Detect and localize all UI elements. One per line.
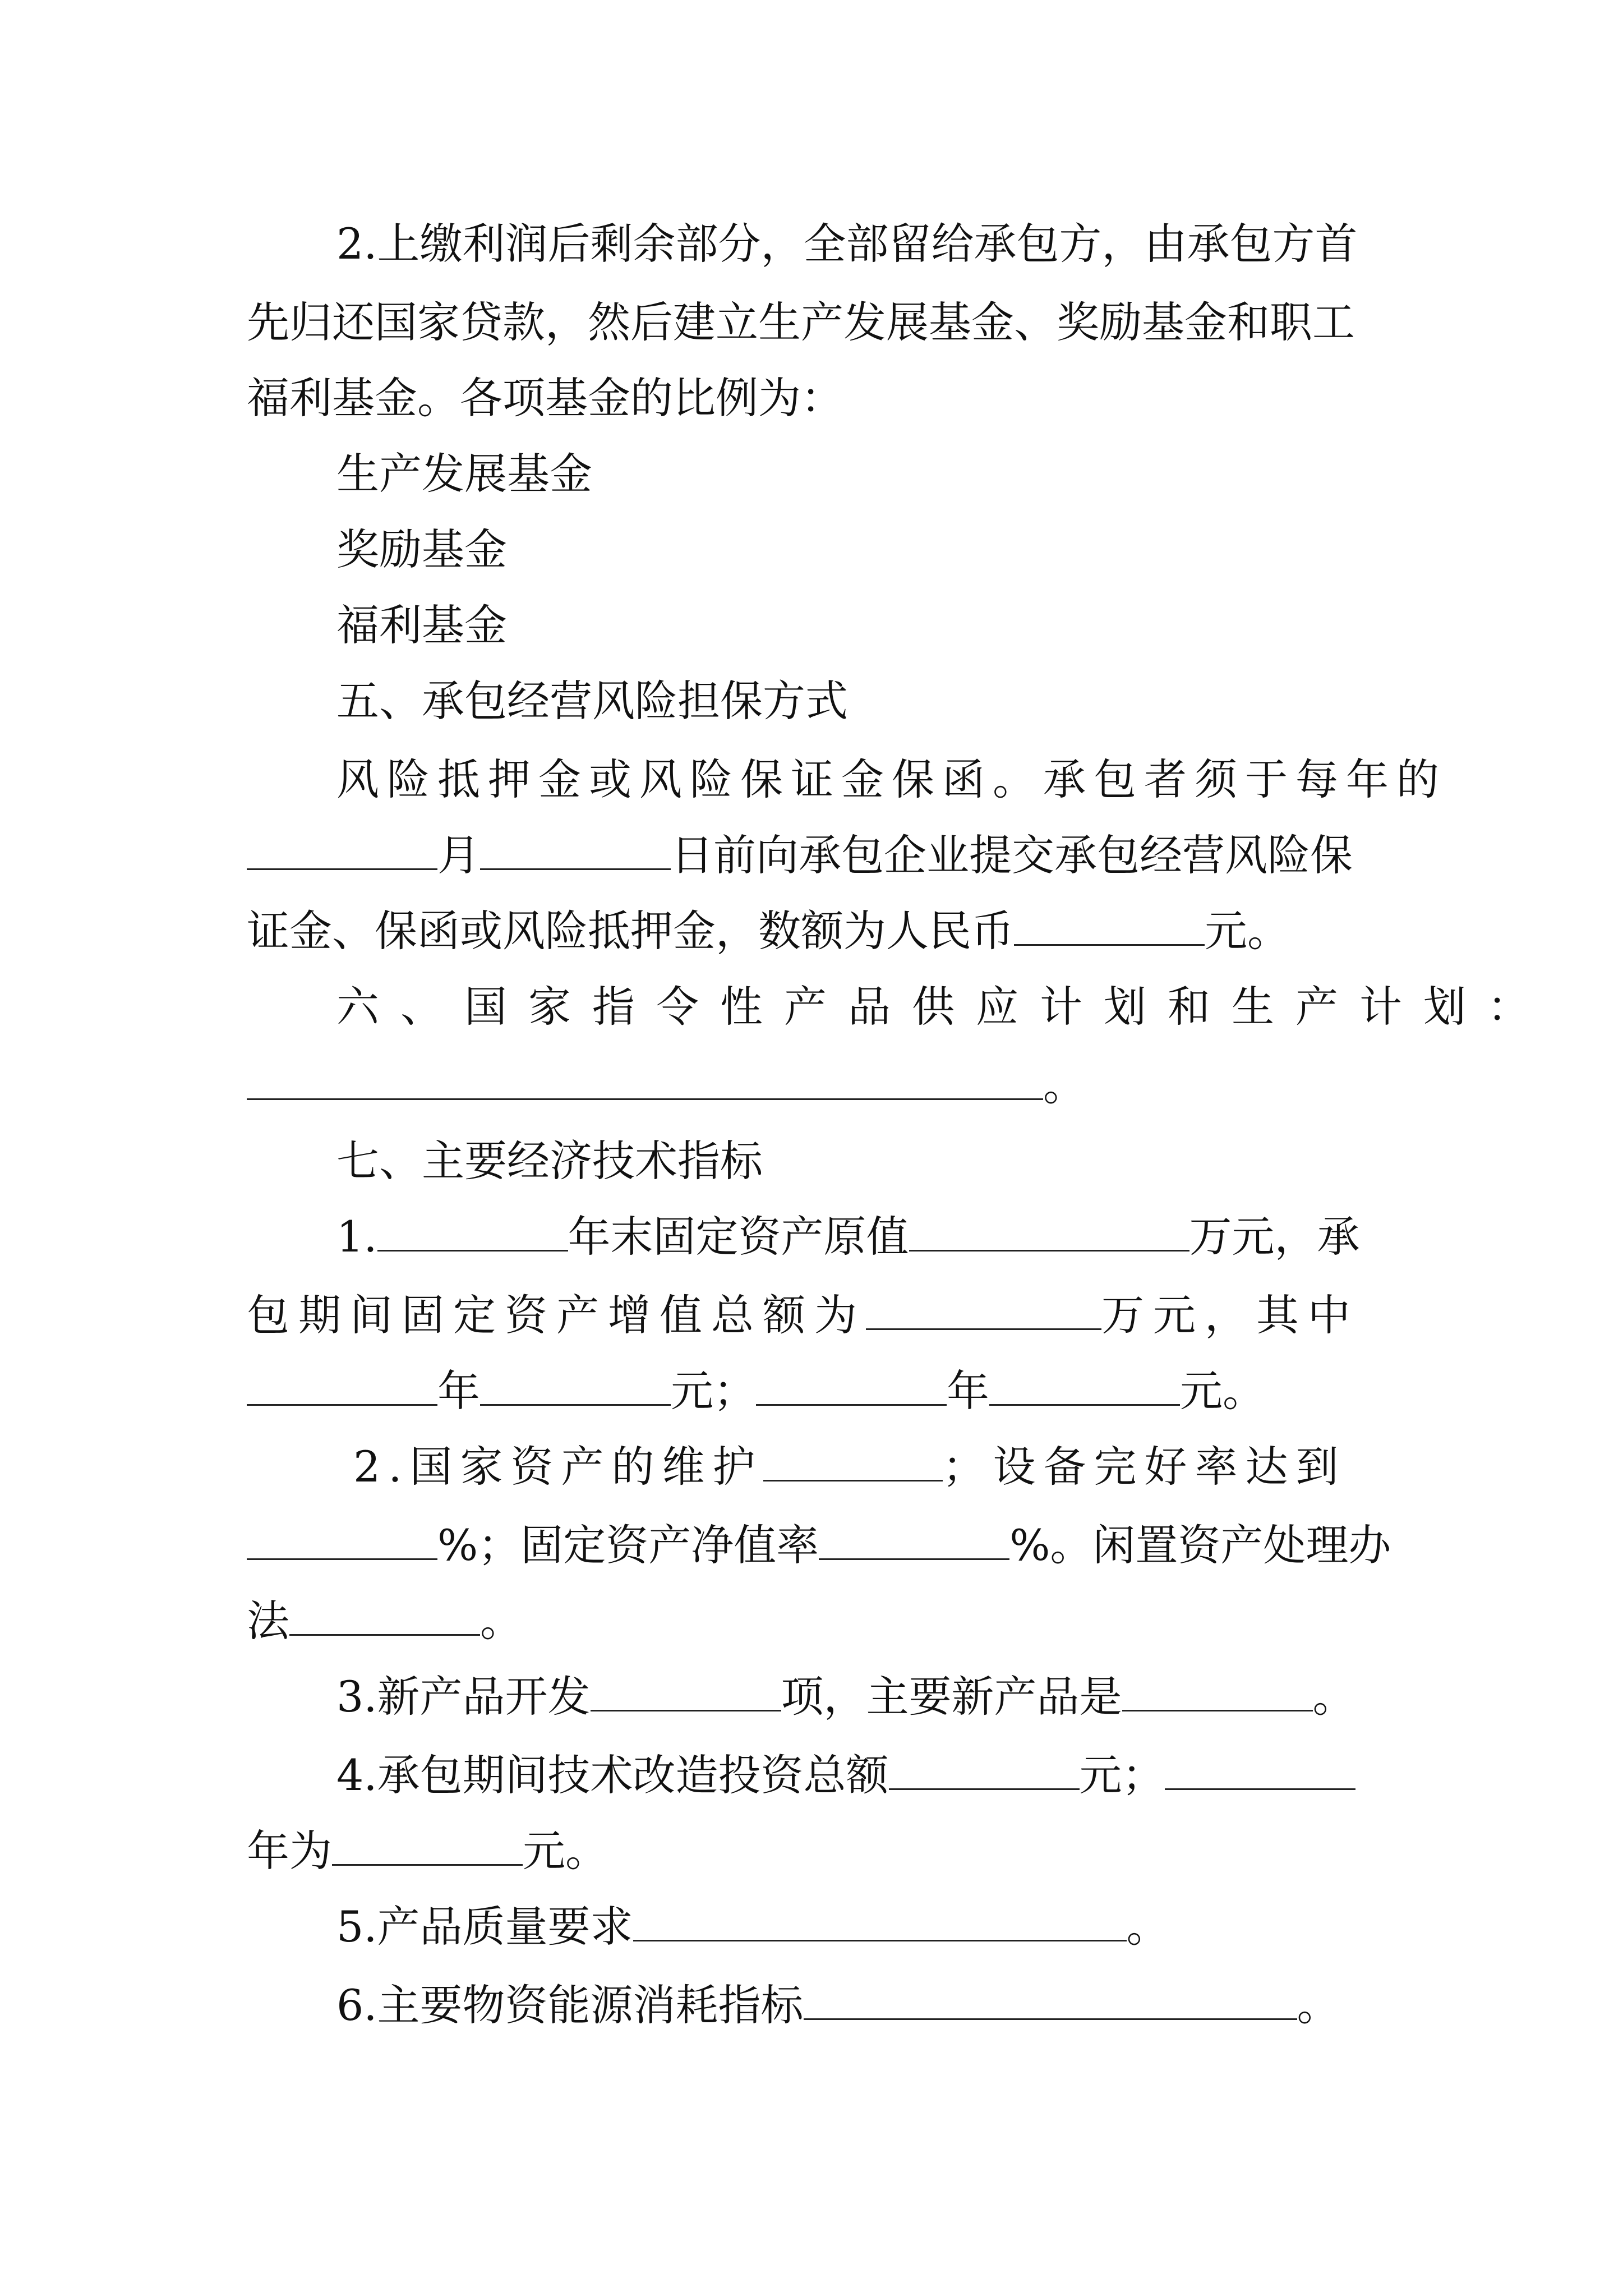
section-5-line-3-text: 证金、保函或风险抵押金，数额为人民币 bbox=[247, 906, 1014, 956]
year-label-2: 年 bbox=[947, 1366, 989, 1416]
yuan-label: 元。 bbox=[1205, 906, 1290, 956]
paragraph-2-line-2 bbox=[247, 292, 1380, 353]
yuan-semicolon-label-2: 元； bbox=[1079, 1750, 1165, 1800]
section-6-period: 。 bbox=[1043, 1060, 1086, 1110]
indicator-2-line-1-text: 2.国家资产的维护 bbox=[353, 1442, 763, 1492]
section-5-line-1-text: 风险抵押金或风险保证金保函。承包者须于每年的 bbox=[336, 754, 1447, 804]
fund-welfare-text: 福利基金 bbox=[336, 600, 507, 650]
blank-asset-growth[interactable] bbox=[866, 1288, 1101, 1330]
blank-year-end[interactable] bbox=[377, 1209, 568, 1251]
section-7-heading-text: 七、主要经济技术指标 bbox=[336, 1136, 763, 1186]
blank-fixed-assets[interactable] bbox=[909, 1209, 1189, 1251]
yuan-period-label-1: 元。 bbox=[1180, 1366, 1265, 1416]
indicator-3-period: 。 bbox=[1312, 1672, 1355, 1722]
fund-reward bbox=[336, 519, 1380, 581]
section-6-heading bbox=[336, 976, 1551, 1038]
blank-asset-maintenance[interactable] bbox=[763, 1439, 943, 1481]
paragraph-2-line-1-text: 2.上缴利润后剩余部分，全部留给承包方，由承包方首 bbox=[336, 219, 1358, 269]
indicator-1-line-3 bbox=[247, 1360, 1380, 1422]
fund-reward-text: 奖励基金 bbox=[336, 524, 507, 574]
blank-amount[interactable] bbox=[1014, 904, 1205, 946]
fund-development bbox=[336, 443, 1380, 505]
indicator-5-text: 5.产品质量要求 bbox=[336, 1902, 633, 1952]
section-6-blank-line bbox=[247, 1055, 1380, 1116]
indicator-2-line-2 bbox=[247, 1515, 1391, 1576]
blank-month[interactable] bbox=[247, 828, 437, 870]
indicator-1-end-text: 万元，承 bbox=[1189, 1212, 1360, 1262]
indicator-6-text: 6.主要物资能源消耗指标 bbox=[336, 1980, 804, 2030]
section-5-heading-text: 五、承包经营风险担保方式 bbox=[336, 676, 848, 726]
blank-net-value-rate[interactable] bbox=[819, 1518, 1009, 1560]
year-label-1: 年 bbox=[437, 1366, 480, 1416]
indicator-2-line-1 bbox=[353, 1436, 1380, 1498]
indicator-2-line-3 bbox=[247, 1590, 1380, 1652]
indicator-3-text-a: 3.新产品开发 bbox=[336, 1672, 591, 1722]
paragraph-2-line-2-text: 先归还国家贷款，然后建立生产发展基金、奖励基金和职工 bbox=[247, 297, 1355, 347]
fund-welfare bbox=[336, 595, 1380, 656]
section-5-line-3 bbox=[247, 900, 1380, 962]
paragraph-2-line-3-text: 福利基金。各项基金的比例为： bbox=[247, 373, 843, 423]
indicator-2-fa: 法 bbox=[247, 1596, 289, 1646]
blank-new-product-name[interactable] bbox=[1122, 1669, 1313, 1711]
indicator-2-pct-2: %。闲置资产处理办 bbox=[1009, 1520, 1391, 1570]
indicator-1-line-2-end: 万元，其中 bbox=[1101, 1290, 1359, 1340]
blank-new-product-count[interactable] bbox=[591, 1669, 781, 1711]
blank-yuan-2[interactable] bbox=[989, 1364, 1180, 1406]
blank-idle-asset-method[interactable] bbox=[289, 1594, 480, 1636]
blank-day[interactable] bbox=[480, 828, 671, 870]
blank-yuan-1[interactable] bbox=[480, 1364, 671, 1406]
yuan-semicolon-label: 元； bbox=[671, 1366, 756, 1416]
indicator-4-text-a: 4.承包期间技术改造投资总额 bbox=[336, 1750, 889, 1800]
fund-development-text: 生产发展基金 bbox=[336, 449, 592, 499]
indicator-5-line bbox=[336, 1896, 1380, 1958]
indicator-5-period: 。 bbox=[1126, 1902, 1169, 1952]
indicator-6-line bbox=[336, 1975, 1380, 2036]
blank-tech-investment[interactable] bbox=[889, 1748, 1080, 1790]
section-5-line-1 bbox=[336, 749, 1447, 811]
blank-year-1[interactable] bbox=[247, 1364, 437, 1406]
indicator-3-text-b: 项，主要新产品是 bbox=[781, 1672, 1122, 1722]
blank-plan[interactable] bbox=[247, 1058, 1043, 1100]
paragraph-2-line-1 bbox=[336, 213, 1380, 275]
indicator-2-line-1-end: ；设备完好率达到 bbox=[942, 1442, 1347, 1492]
month-label: 月 bbox=[437, 830, 480, 880]
indicator-1-line-2-text: 包期间固定资产增值总额为 bbox=[247, 1290, 866, 1340]
section-6-heading-text: 六、国家指令性产品供应计划和生产计划： bbox=[336, 982, 1551, 1032]
indicator-4-line-2 bbox=[247, 1820, 1380, 1882]
blank-year-investment[interactable] bbox=[332, 1824, 523, 1866]
blank-investment-year[interactable] bbox=[1165, 1748, 1355, 1790]
yuan-period-label-2: 元。 bbox=[523, 1826, 608, 1876]
blank-energy-consumption[interactable] bbox=[804, 1978, 1297, 2020]
indicator-6-period: 。 bbox=[1297, 1980, 1340, 2030]
indicator-3-line bbox=[336, 1666, 1380, 1728]
blank-year-2[interactable] bbox=[756, 1364, 947, 1406]
blank-equipment-rate[interactable] bbox=[247, 1518, 437, 1560]
blank-quality-requirement[interactable] bbox=[633, 1899, 1127, 1941]
indicator-1-line-1 bbox=[336, 1206, 1380, 1268]
section-5-line-2-text: 日前向承包企业提交承包经营风险保 bbox=[671, 830, 1353, 880]
indicator-2-period: 。 bbox=[480, 1596, 523, 1646]
indicator-4-year-for: 年为 bbox=[247, 1826, 332, 1876]
indicator-1-number: 1. bbox=[336, 1212, 377, 1262]
section-5-heading bbox=[336, 670, 1380, 732]
indicator-4-line-1 bbox=[336, 1745, 1380, 1806]
section-5-line-2 bbox=[247, 825, 1380, 886]
section-7-heading bbox=[336, 1130, 1380, 1192]
indicator-1-line-2 bbox=[247, 1285, 1380, 1346]
paragraph-2-line-3 bbox=[247, 367, 1380, 429]
indicator-2-pct-1: %；固定资产净值率 bbox=[437, 1520, 819, 1570]
indicator-1-mid-text: 年末固定资产原值 bbox=[568, 1212, 909, 1262]
